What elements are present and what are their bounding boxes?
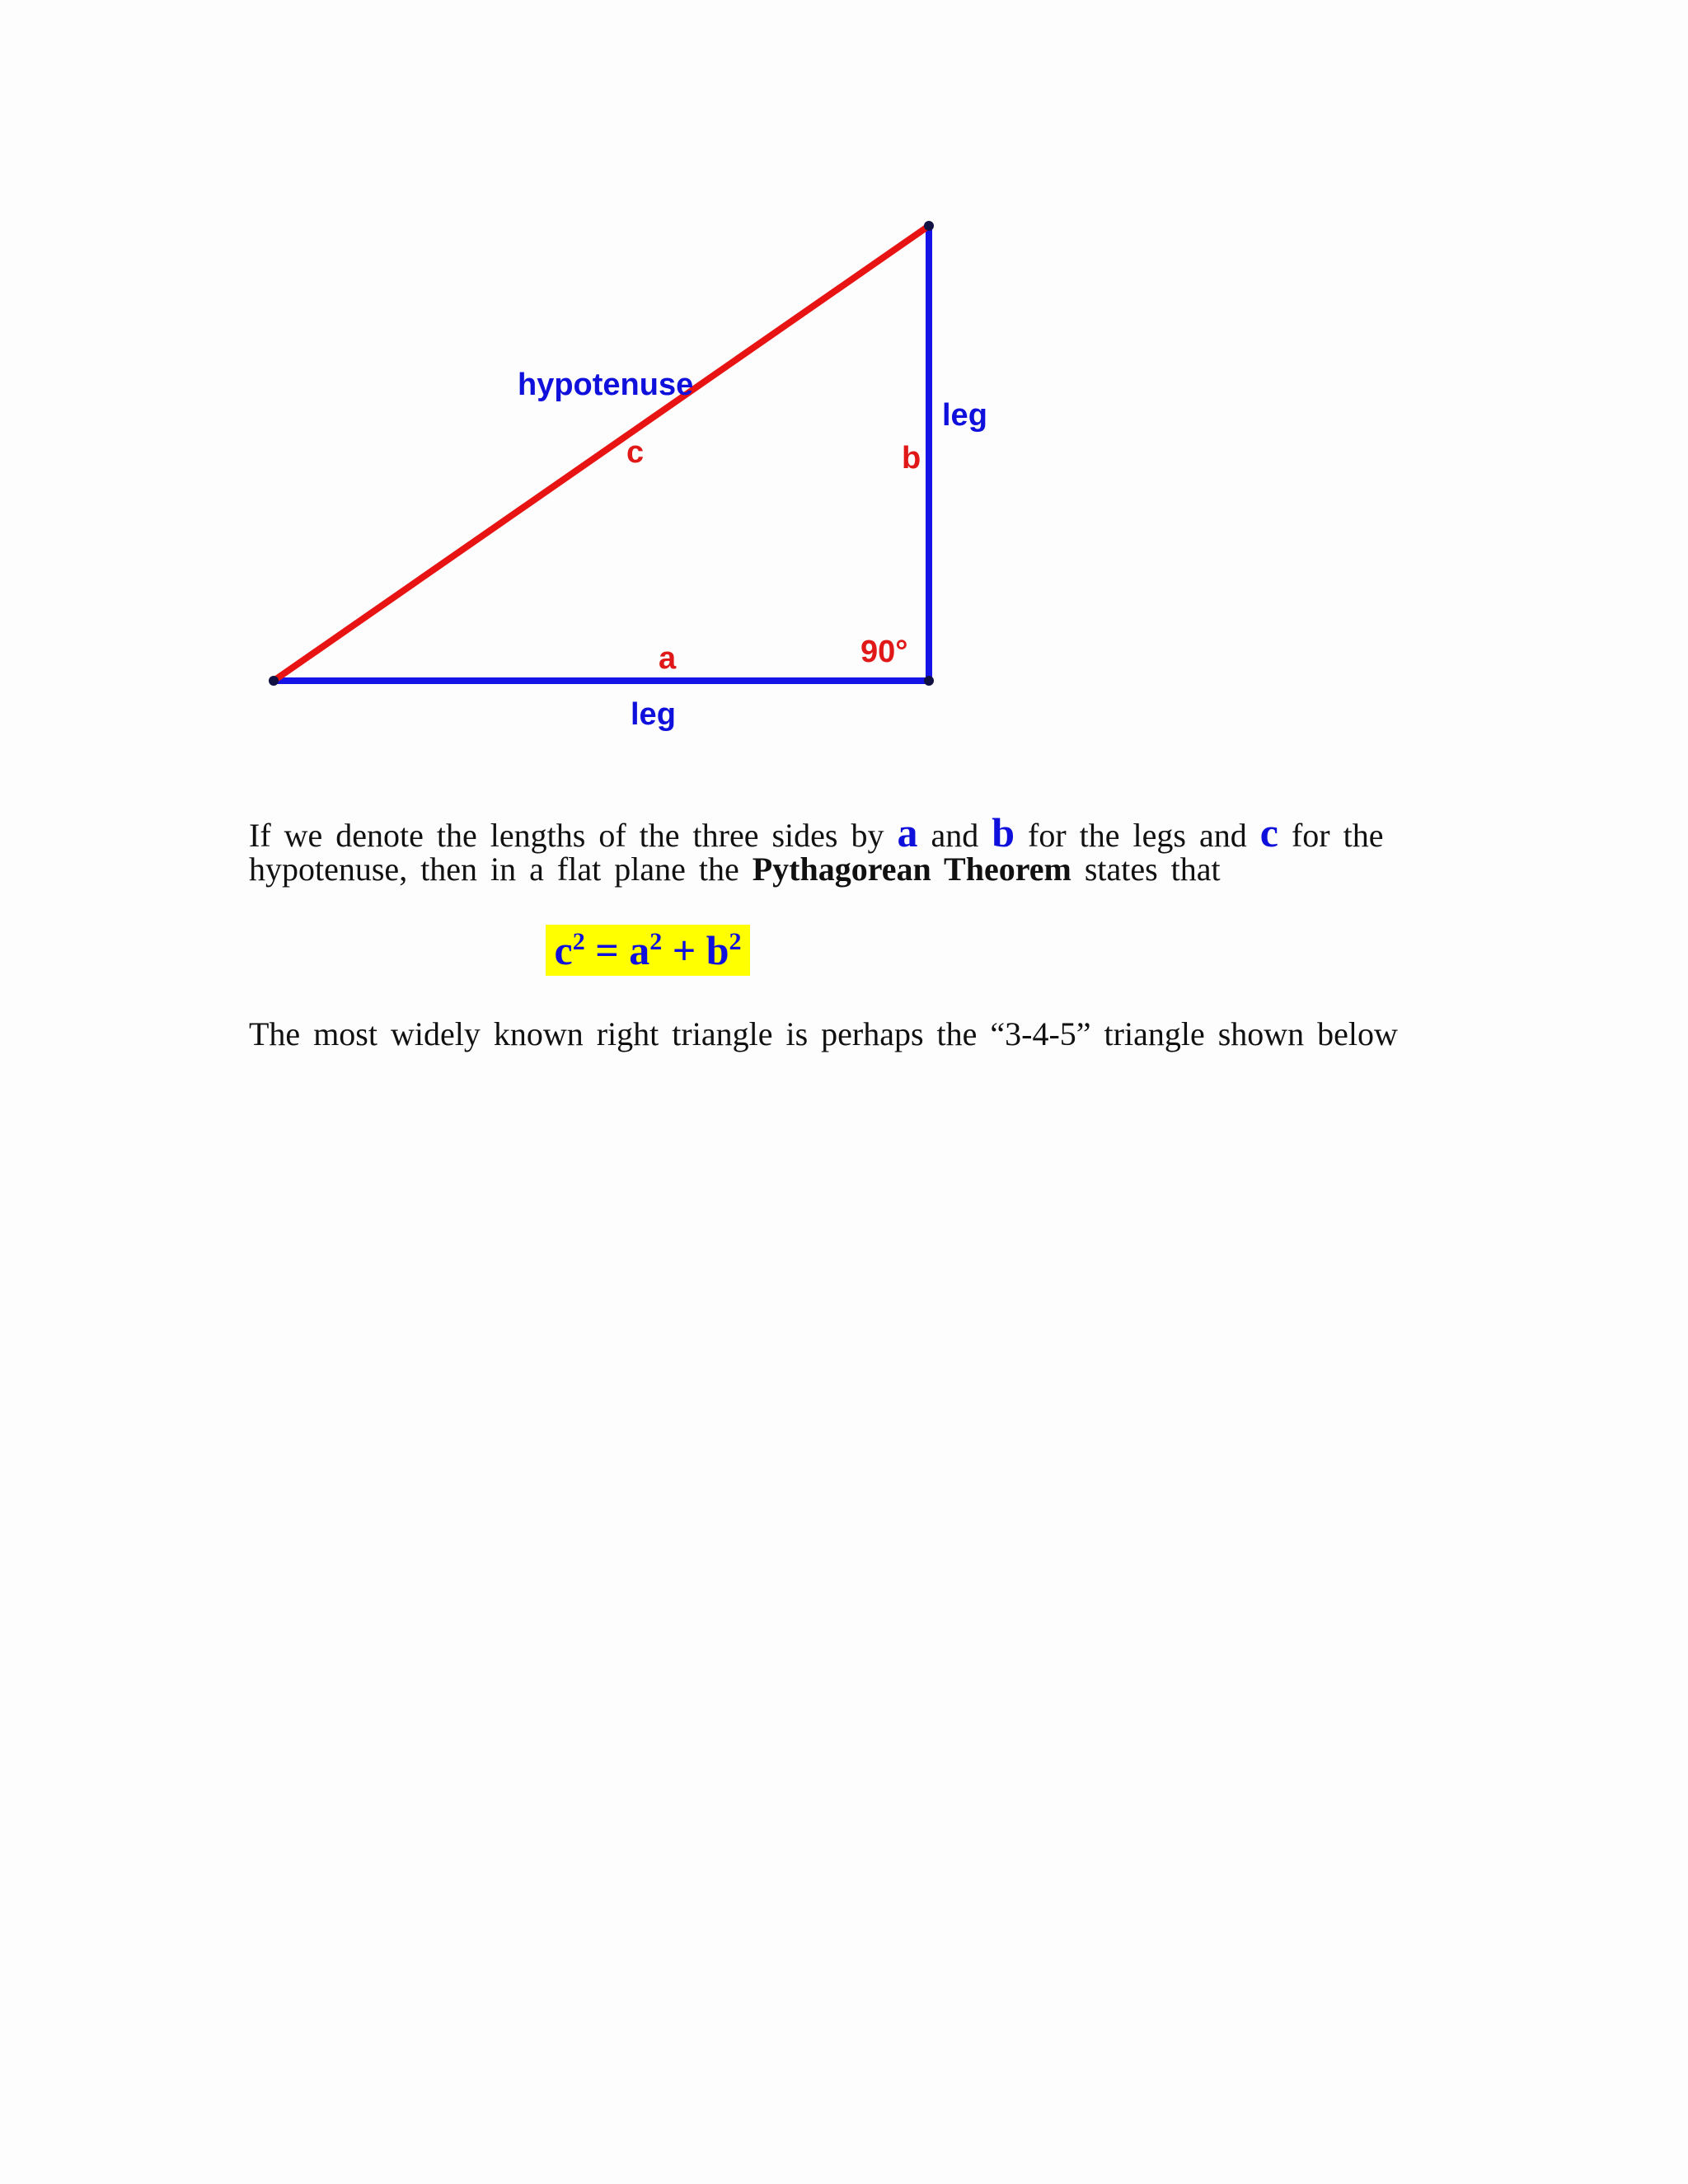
eq-plus: +	[662, 927, 706, 973]
eq-c: c	[554, 927, 573, 973]
eq-exponent: 2	[729, 928, 742, 955]
paragraph-text: hypotenuse, then in a flat plane the	[249, 851, 739, 888]
eq-exponent: 2	[572, 928, 585, 955]
eq-a: a	[629, 927, 650, 973]
variable-c: c	[1259, 809, 1278, 855]
paragraph-text: for the legs and	[1028, 817, 1247, 854]
paragraph-2: The most widely known right triangle is perhaps the “3-4-5” triangle shown below	[249, 1015, 1398, 1052]
vertex-point	[269, 676, 279, 686]
side-b-label: b	[902, 441, 921, 476]
paragraph-text: for the	[1291, 817, 1384, 854]
side-a-label: a	[659, 641, 677, 676]
right-angle-label: 90°	[860, 635, 908, 669]
eq-b: b	[706, 927, 729, 973]
eq-equals: =	[584, 927, 630, 973]
hypotenuse-line	[274, 226, 929, 681]
paragraph-text: and	[931, 817, 979, 854]
paragraph-line-2	[249, 853, 1221, 886]
paragraph-text: If we denote the lengths of the three sides by	[249, 817, 884, 854]
pythagorean-equation	[546, 925, 750, 976]
vertex-point	[924, 676, 934, 686]
vertex-point	[924, 221, 934, 231]
hypotenuse-label: hypotenuse	[518, 368, 694, 402]
eq-exponent: 2	[649, 928, 663, 955]
paragraph-line-1	[249, 809, 1384, 855]
right-triangle-figure	[0, 0, 1688, 783]
horizontal-leg-label: leg	[631, 697, 676, 732]
side-c-label: c	[626, 435, 645, 470]
right-triangle-diagram	[0, 0, 1688, 783]
theorem-name: Pythagorean Theorem	[752, 851, 1071, 888]
paragraph-text: states that	[1084, 851, 1221, 888]
variable-b: b	[992, 809, 1015, 855]
vertical-leg-label: leg	[942, 398, 987, 433]
variable-a: a	[897, 809, 918, 855]
